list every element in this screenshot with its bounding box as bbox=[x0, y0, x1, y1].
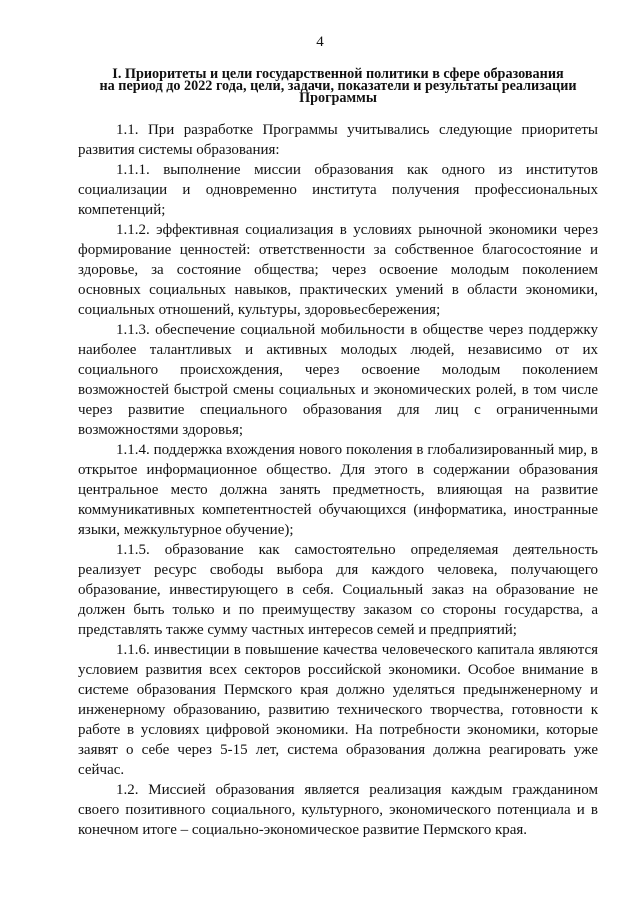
paragraph-1-1: 1.1. При разработке Программы учитывались следующие приоритеты развития системы образования: bbox=[78, 122, 598, 158]
section-heading-line-3: Программы bbox=[299, 90, 377, 106]
paragraph-1-1-3: 1.1.3. обеспечение социальной мобильности в обществе через поддержку наиболее талантливых и активных молодых людей, независимо от их социального происхождения, через освоение молодым поколением возможностей быстрой смены социальных и экономических ролей, в том числе через развитие специального образования для лиц с ограниченными возможностями здоровья; bbox=[78, 322, 598, 438]
paragraph-1-1-6: 1.1.6. инвестиции в повышение качества человеческого капитала являются условием развития всех секторов российской экономики. Особое внимание в системе образования Пермского края должно уделяться предынженерному и инженерному образованию, развитию технического творчества, готовности к работе в условиях цифровой экономики. На потребности экономики, которые заявят о себе через 5-15 лет, система образования должна реагировать уже сейчас. bbox=[78, 642, 598, 778]
section-heading-line-1: I. Приоритеты и цели государственной политики в сфере образования bbox=[112, 66, 564, 82]
paragraph-1-1-1: 1.1.1. выполнение миссии образования как одного из институтов социализации и одновременно института получения профессиональных компетенций; bbox=[78, 162, 598, 218]
paragraph-1-1-4: 1.1.4. поддержка вхождения нового поколения в глобализированный мир, в открытое информационное общество. Для этого в содержании образования центральное место должна занять предметность, влияющая на развитие коммуникативных компетентностей обучающихся (информатика, иностранные языки, межкультурное обучение); bbox=[78, 442, 598, 538]
section-heading bbox=[78, 68, 598, 104]
document-body bbox=[78, 120, 598, 840]
page-number: 4 bbox=[316, 34, 324, 50]
paragraph-1-2: 1.2. Миссией образования является реализация каждым гражданином своего позитивного социального, культурного, экономического потенциала и в конечном итоге – социально-экономическое развитие Пермского края. bbox=[78, 782, 598, 838]
paragraph-1-1-5: 1.1.5. образование как самостоятельно определяемая деятельность реализует ресурс свободы выбора для каждого человека, получающего образование, инвестирующего в себя. Социальный заказ на образование не должен быть только и по преимуществу заказом со стороны государства, а представлять также сумму частных интересов семей и предприятий; bbox=[78, 542, 598, 638]
paragraph-1-1-2: 1.1.2. эффективная социализация в условиях рыночной экономики через формирование ценностей: ответственности за собственное благосостояние и здоровье, за состояние общества; через освоение молодым поколением основных социальных навыков, практических умений в области экономики, социальных отношений, культуры, здоровьесбережения; bbox=[78, 222, 598, 318]
section-heading-line-2: на период до 2022 года, цели, задачи, показатели и результаты реализации bbox=[99, 78, 577, 94]
